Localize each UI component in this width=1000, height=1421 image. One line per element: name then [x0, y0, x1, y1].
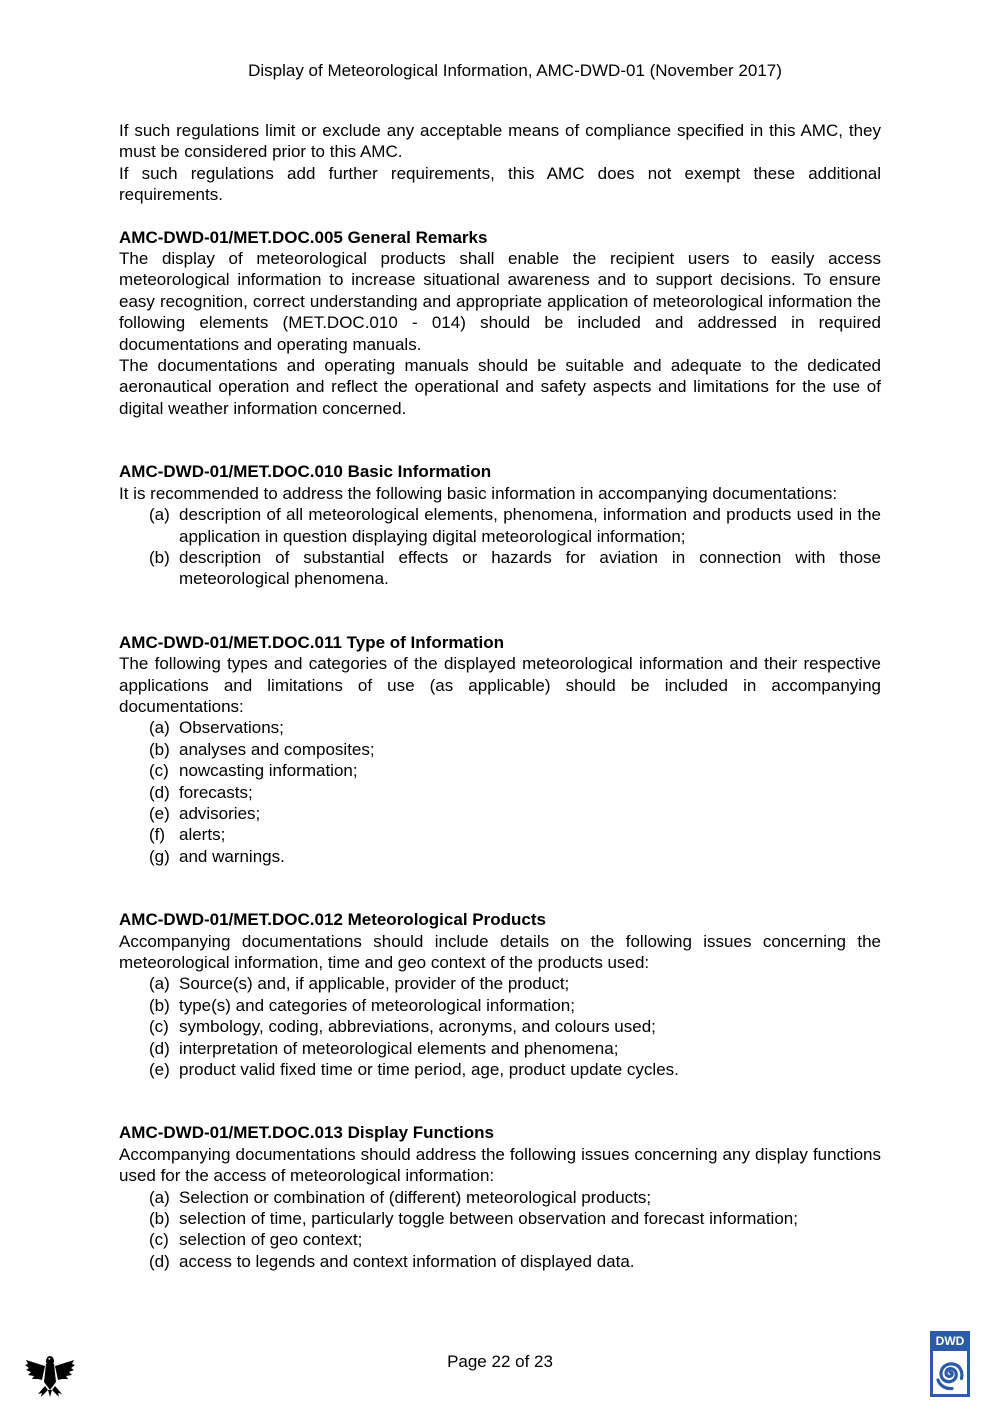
list-item	[149, 995, 881, 1016]
list-item-text: product valid fixed time or time period, age, product update cycles.	[179, 1060, 679, 1080]
section-type-of-information	[119, 632, 881, 909]
section-general-remarks	[119, 227, 881, 462]
list-item-text: interpretation of meteorological elements and phenomena;	[179, 1038, 619, 1058]
section-heading: AMC-DWD-01/MET.DOC.012 Meteorological Products	[119, 910, 546, 930]
dwd-logo-text: DWD	[935, 1334, 965, 1348]
list-marker: (b)	[149, 739, 170, 759]
paragraph: The documentations and operating manuals should be suitable and adequate to the dedicated aeronautical operation and reflect the operational and safety aspects and limitations for the use of digital weather information concerned.	[119, 356, 881, 418]
list-item-text: nowcasting information;	[179, 761, 358, 781]
list-item	[149, 739, 881, 760]
list-item-text: Selection or combination of (different) meteorological products;	[179, 1187, 652, 1207]
list-item-text: forecasts;	[179, 782, 253, 802]
list-marker: (g)	[149, 846, 170, 866]
list-marker: (e)	[149, 1060, 170, 1080]
list-marker: (d)	[149, 1251, 170, 1271]
list-marker: (b)	[149, 995, 170, 1015]
list-item-text: advisories;	[179, 803, 261, 823]
item-list	[119, 1187, 881, 1273]
section-meteorological-products	[119, 909, 881, 1122]
list-item	[149, 1229, 881, 1250]
list-item	[149, 846, 881, 867]
dwd-logo-panel	[933, 1351, 967, 1394]
list-item	[149, 1208, 881, 1229]
list-item	[149, 717, 881, 738]
paragraph: The following types and categories of the displayed meteorological information and their respective applications and limitations of use (as applicable) should be included in accompanying documentations:	[119, 654, 881, 716]
list-item-text: selection of geo context;	[179, 1230, 363, 1250]
list-item-text: type(s) and categories of meteorological information;	[179, 995, 575, 1015]
dwd-logo-box	[930, 1331, 970, 1397]
list-marker: (c)	[149, 1017, 169, 1037]
section-heading: AMC-DWD-01/MET.DOC.005 General Remarks	[119, 227, 488, 247]
list-item-text: description of all meteorological elements, phenomena, information and products used in the application in question displaying digital meteorological information;	[179, 505, 881, 546]
list-marker: (d)	[149, 1038, 170, 1058]
list-marker: (c)	[149, 761, 169, 781]
list-item-text: Source(s) and, if applicable, provider of the product;	[179, 974, 570, 994]
page-header: Display of Meteorological Information, AMC-DWD-01 (November 2017)	[248, 61, 782, 80]
list-item	[149, 824, 881, 845]
intro-section	[119, 120, 881, 227]
paragraph: If such regulations add further requirements, this AMC does not exempt these additional requirements.	[119, 163, 881, 205]
list-marker: (b)	[149, 1209, 170, 1229]
list-item-text: alerts;	[179, 825, 226, 845]
item-list	[119, 504, 881, 590]
spiral-icon	[933, 1351, 967, 1394]
list-item-text: Observations;	[179, 718, 284, 738]
list-item	[149, 504, 881, 547]
paragraph: If such regulations limit or exclude any acceptable means of compliance specified in this AMC, they must be considered prior to this AMC.	[119, 121, 881, 162]
section-heading: AMC-DWD-01/MET.DOC.010 Basic Information	[119, 462, 492, 482]
paragraph: Accompanying documentations should include details on the following issues concerning the meteorological information, time and geo context of the products used:	[119, 931, 881, 972]
list-item-text: selection of time, particularly toggle between observation and forecast information;	[179, 1209, 798, 1229]
list-marker: (e)	[149, 803, 170, 823]
paragraph: It is recommended to address the following basic information in accompanying documentations:	[119, 483, 838, 503]
list-item-text: analyses and composites;	[179, 739, 375, 759]
list-marker: (f)	[149, 825, 166, 845]
list-marker: (c)	[149, 1230, 169, 1250]
section-heading: AMC-DWD-01/MET.DOC.013 Display Functions	[119, 1123, 494, 1143]
paragraph: The display of meteorological products shall enable the recipient users to easily access meteorological information to increase situational awareness and to support decisions. To ensure easy recognition, correct understanding and appropriate application of meteorological information the following elements (MET.DOC.010 - 014) should be included and addressed in required documentations and operating manuals.	[119, 249, 881, 354]
list-marker: (a)	[149, 974, 170, 994]
list-item-text: symbology, coding, abbreviations, acronyms, and colours used;	[179, 1017, 656, 1037]
list-marker: (b)	[149, 547, 170, 567]
list-marker: (d)	[149, 782, 170, 802]
item-list	[119, 973, 881, 1080]
section-display-functions	[119, 1122, 881, 1272]
page-number: Page 22 of 23	[447, 1352, 553, 1371]
list-item	[149, 782, 881, 803]
list-item	[149, 1059, 881, 1080]
list-item	[149, 973, 881, 994]
list-item	[149, 1016, 881, 1037]
list-item-text: and warnings.	[179, 846, 285, 866]
list-marker: (a)	[149, 718, 170, 738]
list-item	[149, 547, 881, 590]
list-item	[149, 760, 881, 781]
item-list	[119, 717, 881, 867]
list-item-text: access to legends and context information of displayed data.	[179, 1251, 635, 1271]
document-body	[119, 120, 881, 1272]
list-marker: (a)	[149, 505, 170, 525]
section-basic-information	[119, 461, 881, 631]
section-heading: AMC-DWD-01/MET.DOC.011 Type of Information	[119, 632, 505, 652]
list-item-text: description of substantial effects or hazards for aviation in connection with those meteorological phenomena.	[179, 547, 881, 589]
list-marker: (a)	[149, 1187, 170, 1207]
list-item	[149, 1187, 881, 1208]
list-item	[149, 1251, 881, 1272]
list-item	[149, 1038, 881, 1059]
dwd-logo	[930, 1331, 970, 1397]
paragraph: Accompanying documentations should address the following issues concerning any display functions used for the access of meteorological information:	[119, 1144, 881, 1186]
list-item	[149, 803, 881, 824]
